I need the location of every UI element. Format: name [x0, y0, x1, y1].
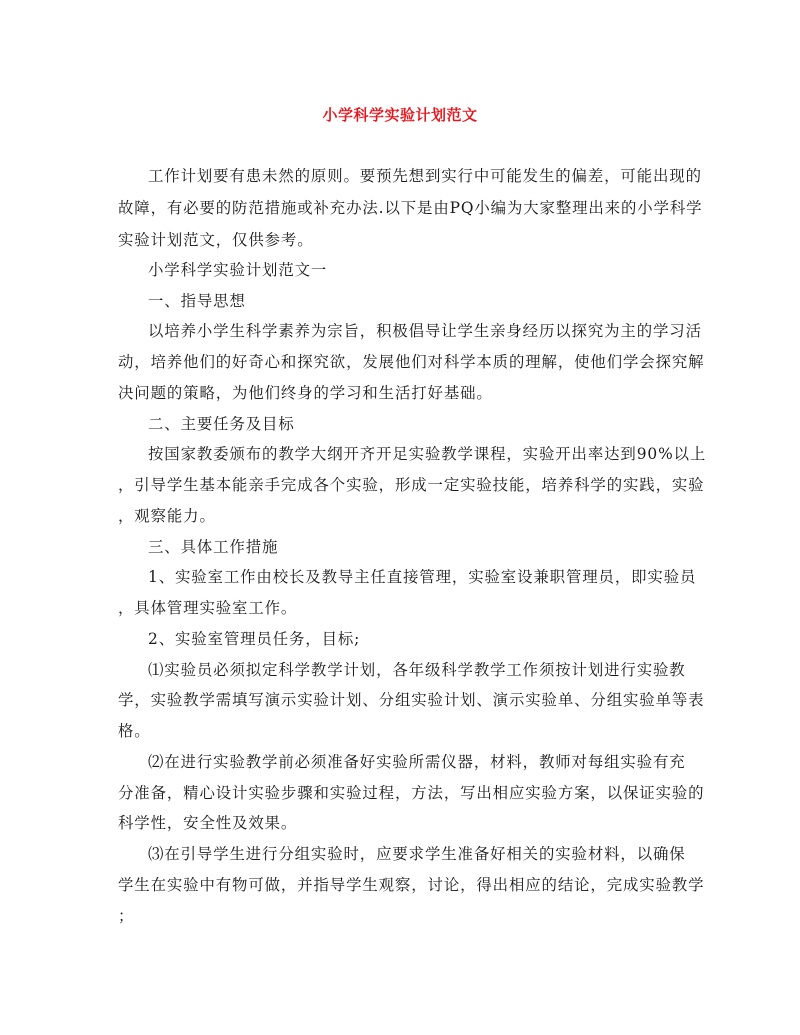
paragraph-line: 按国家教委颁布的教学大纲开齐开足实验教学课程，实验开出率达到90%以上 — [148, 445, 707, 463]
paragraph-line: 学，实验教学需填写演示实验计划、分组实验计划、演示实验单、分组实验单等表 — [118, 691, 705, 709]
paragraph-line: ，具体管理实验室工作。 — [118, 599, 298, 617]
paragraph-line: 1、实验室工作由校长及教导主任直接管理，实验室设兼职管理员，即实验员 — [148, 568, 697, 586]
paragraph-line: 科学性，安全性及效果。 — [118, 814, 298, 832]
paragraph-line: ； — [118, 907, 135, 925]
section-heading: 一、指导思想 — [148, 292, 246, 310]
paragraph-line: 学生在实验中有物可做，并指导学生观察，讨论，得出相应的结论，完成实验教学 — [118, 876, 705, 894]
paragraph-line: 以培养小学生科学素养为宗旨，积极倡导让学生亲身经历以探究为主的学习活 — [148, 322, 702, 340]
paragraph-line: 动，培养他们的好奇心和探究欲，发展他们对科学本质的理解，使他们学会探究解 — [118, 353, 705, 371]
paragraph-line: 格。 — [118, 722, 151, 740]
paragraph-line: 分准备，精心设计实验步骤和实验过程，方法，写出相应实验方案，以保证实验的 — [118, 784, 705, 802]
paragraph-line: ⑵在进行实验教学前必须准备好实验所需仪器，材料，教师对每组实验有充 — [148, 753, 686, 771]
section-heading: 三、具体工作措施 — [148, 538, 279, 556]
paragraph-line: 工作计划要有患未然的原则。要预先想到实行中可能发生的偏差，可能出现的 — [148, 167, 702, 185]
paragraph-line: 故障，有必要的防范措施或补充办法.以下是由PQ小编为大家整理出来的小学科学 — [118, 199, 703, 217]
paragraph-line: ，观察能力。 — [118, 507, 216, 525]
paragraph-line: 决问题的策略，为他们终身的学习和生活打好基础。 — [118, 384, 493, 402]
document-title: 小学科学实验计划范文 — [322, 106, 478, 124]
paragraph-line: ，引导学生基本能亲手完成各个实验，形成一定实验技能，培养科学的实践，实验 — [118, 476, 705, 494]
paragraph-line: 2、实验室管理员任务，目标; — [148, 630, 361, 648]
paragraph-line: ⑴实验员必须拟定科学教学计划，各年级科学教学工作须按计划进行实验教 — [148, 661, 686, 679]
paragraph-line: ⑶在引导学生进行分组实验时，应要求学生准备好相关的实验材料，以确保 — [148, 845, 686, 863]
section-heading: 小学科学实验计划范文一 — [148, 261, 328, 279]
paragraph-line: 实验计划范文，仅供参考。 — [118, 231, 314, 249]
section-heading: 二、主要任务及目标 — [148, 415, 295, 433]
